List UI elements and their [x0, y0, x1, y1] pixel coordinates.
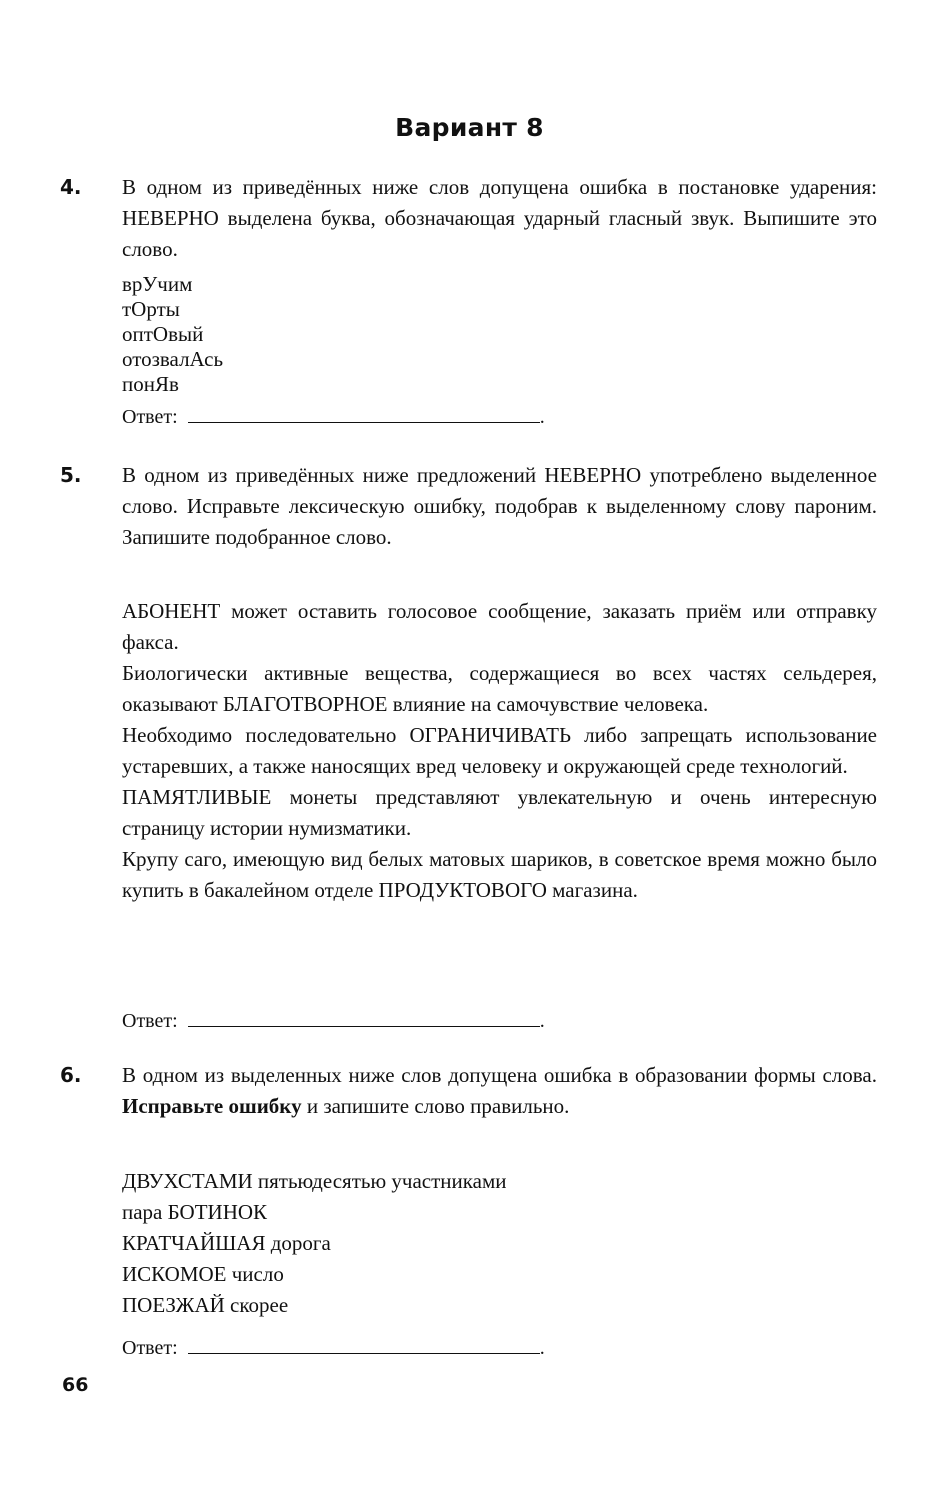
list-item: отозвалАсь	[122, 347, 224, 371]
list-item: ИСКОМОЕ число	[122, 1262, 284, 1286]
task-text	[122, 1060, 877, 1122]
list-item: ПОЕЗЖАЙ скорее	[122, 1293, 289, 1317]
list-item: Биологически активные вещества, содержащиеся во всех частях сельдерея, оказывают БЛАГОТВОРНОЕ влияние на самочувствие человека.	[122, 661, 877, 716]
task-text: В одном из приведённых ниже слов допущена ошибка в постановке ударения: НЕВЕРНО выделена буква, обозначающая ударный гласный звук. Выпишите это слово.	[122, 175, 877, 261]
task-number: 4.	[60, 175, 82, 199]
answer-line[interactable]	[188, 406, 540, 423]
list-item: пара БОТИНОК	[122, 1200, 268, 1224]
task-number: 6.	[60, 1063, 82, 1087]
list-item: АБОНЕНТ может оставить голосовое сообщение, заказать приём или отправку факса.	[122, 599, 877, 654]
list-item: тОрты	[122, 297, 180, 321]
page-number: 66	[62, 1374, 89, 1396]
answer-label: Ответ:	[122, 1010, 178, 1032]
answer-field: Ответ: .	[122, 1010, 545, 1032]
list-item: понЯв	[122, 372, 179, 396]
answer-field: Ответ: .	[122, 406, 545, 428]
task-text-start: В одном из выделенных ниже слов допущена ошибка в образовании формы слова.	[122, 1063, 877, 1087]
list-item: ДВУХСТАМИ пятьюдесятью участниками	[122, 1169, 507, 1193]
list-item: врУчим	[122, 272, 193, 296]
list-item: оптОвый	[122, 322, 204, 346]
answer-field: Ответ: .	[122, 1337, 545, 1359]
task-text-end: и запишите слово правильно.	[306, 1094, 570, 1118]
list-item: Необходимо последовательно ОГРАНИЧИВАТЬ либо запрещать использование устаревших, а также наносящих вред человеку и окружающей среде технологий.	[122, 723, 877, 778]
task-text: В одном из приведённых ниже предложений НЕВЕРНО употреблено выделенное слово. Исправьте лексическую ошибку, подобрав к выделенному слову пароним. Запишите подобранное слово.	[122, 463, 877, 549]
answer-label: Ответ:	[122, 406, 178, 428]
list-item: Крупу саго, имеющую вид белых матовых шариков, в советское время можно было купить в бакалейном отделе ПРОДУКТОВОГО магазина.	[122, 847, 877, 902]
list-item: ПАМЯТЛИВЫЕ монеты представляют увлекательную и очень интересную страницу истории нумизматики.	[122, 785, 877, 840]
task-text-bold: Исправьте ошибку	[122, 1094, 302, 1118]
answer-line[interactable]	[188, 1010, 540, 1027]
sentence-list	[122, 596, 877, 906]
task-number: 5.	[60, 463, 82, 487]
phrase-list	[122, 1166, 506, 1321]
answer-line[interactable]	[188, 1337, 540, 1354]
answer-label: Ответ:	[122, 1337, 178, 1359]
word-list	[122, 272, 877, 397]
list-item: КРАТЧАЙШАЯ дорога	[122, 1231, 331, 1255]
page-title: Вариант 8	[395, 113, 544, 142]
